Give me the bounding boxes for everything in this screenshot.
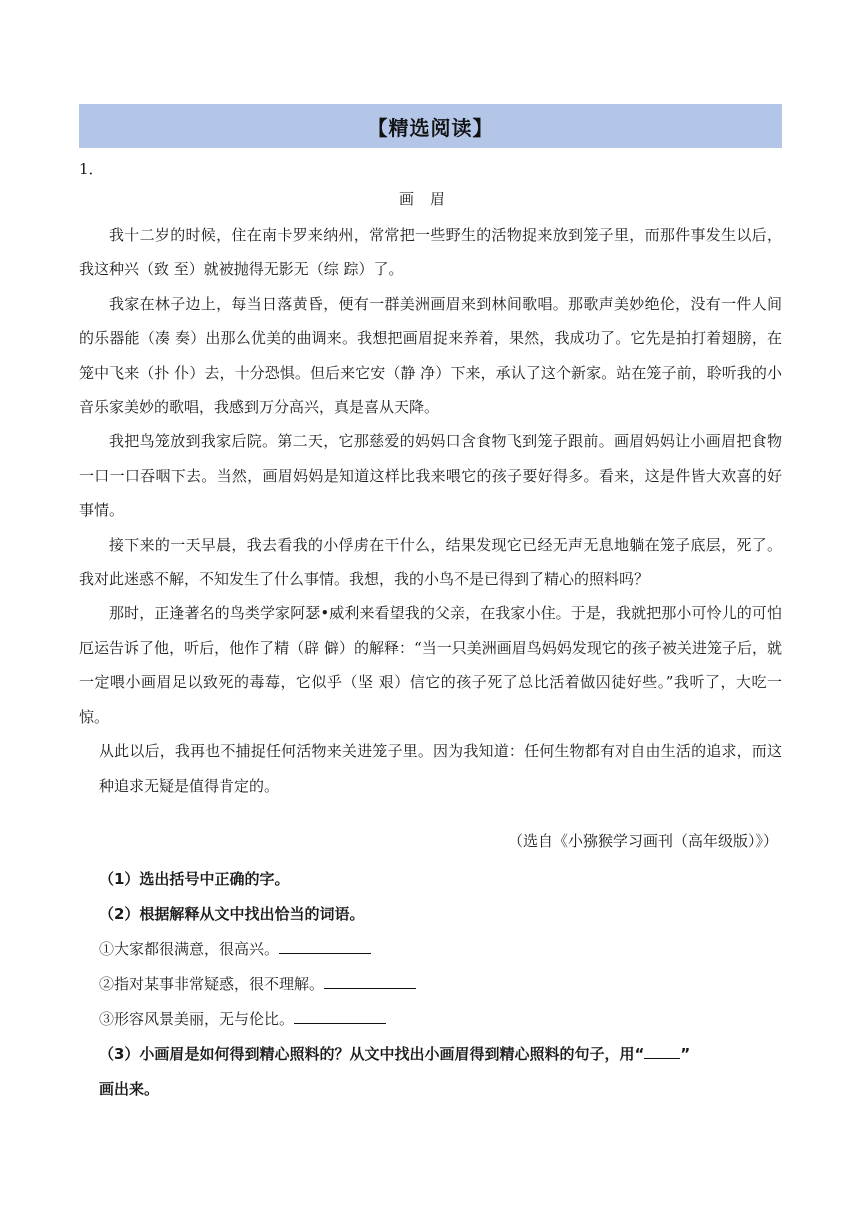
section-title: 【精选阅读】 xyxy=(367,115,494,140)
question-number: 1． xyxy=(79,160,104,178)
underline-sample xyxy=(644,1044,680,1059)
item-text: ②指对某事非常疑惑，很不理解。 xyxy=(99,976,325,993)
source-citation: （选自《小猕猴学习画刊（高年级版）》） xyxy=(507,832,778,850)
item-text: ①大家都很满意，很高兴。 xyxy=(99,941,280,958)
paragraph: 从此以后，我再也不捕捉任何活物来关进笼子里。因为我知道：任何生物都有对自由生活的追求，而这种追求无疑是值得肯定的。 xyxy=(99,742,782,795)
paragraph: 我十二岁的时候，住在南卡罗来纳州，常常把一些野生的活物捉来放到笼子里，而那件事发生以后，我这种兴（致 至）就被抛得无影无（综 踪）了。 xyxy=(79,226,782,279)
item-text: ③形容风景美丽，无与伦比。 xyxy=(99,1011,295,1028)
question-2-item xyxy=(99,967,789,1002)
question-3-text: （3）小画眉是如何得到精心照料的？从文中找出小画眉得到精心照料的句子，用“ xyxy=(99,1045,645,1063)
question-2-item xyxy=(99,1002,789,1037)
question-3-quote: ” xyxy=(680,1045,691,1063)
paragraph: 我家在林子边上，每当日落黄昏，便有一群美洲画眉来到林间歌唱。那歌声美妙绝伦，没有一件人间的乐器能（凑 奏）出那么优美的曲调来。我想把画眉捉来养着，果然，我成功了。它先是拍打着翅膀，在笼中飞来（扑 仆）去，十分恐惧。但后来它安（静 净）下来，承认了这个新家。站在笼子前，聆听我的小音乐家美妙的歌唱，我感到万分高兴，真是喜从天降。 xyxy=(79,294,782,417)
story-body xyxy=(79,218,782,803)
answer-blank[interactable] xyxy=(324,974,416,989)
story-title: 画眉 xyxy=(398,190,461,208)
paragraph: 那时，正逢著名的鸟类学家阿瑟•威利来看望我的父亲，在我家小住。于是，我就把那小可怜儿的可怕厄运告诉了他，听后，他作了精（辟 僻）的解释：“当一只美洲画眉鸟妈妈发现它的孩子被关进笼子后，就一定喂小画眉足以致死的毒莓，它似乎（坚 艰）信它的孩子死了总比活着做囚徒好些。”我听了，大吃一惊。 xyxy=(79,604,782,726)
answer-blank[interactable] xyxy=(279,939,371,954)
question-3 xyxy=(99,1037,789,1107)
paragraph: 接下来的一天早晨，我去看我的小俘虏在干什么，结果发现它已经无声无息地躺在笼子底层，死了。我对此迷惑不解，不知发生了什么事情。我想，我的小鸟不是已得到了精心的照料吗？ xyxy=(79,535,782,589)
answer-blank[interactable] xyxy=(294,1009,386,1024)
question-3-end: 画出来。 xyxy=(99,1080,160,1098)
question-2: （2）根据解释从文中找出恰当的词语。 xyxy=(99,905,365,923)
question-2-item xyxy=(99,932,789,967)
question-1: （1）选出括号中正确的字。 xyxy=(99,870,290,888)
section-banner xyxy=(79,104,782,148)
questions xyxy=(99,862,789,1107)
paragraph: 我把鸟笼放到我家后院。第二天，它那慈爱的妈妈口含食物飞到笼子跟前。画眉妈妈让小画眉把食物一口一口吞咽下去。当然，画眉妈妈是知道这样比我来喂它的孩子要好得多。看来，这是件皆大欢喜的好事情。 xyxy=(79,432,782,520)
